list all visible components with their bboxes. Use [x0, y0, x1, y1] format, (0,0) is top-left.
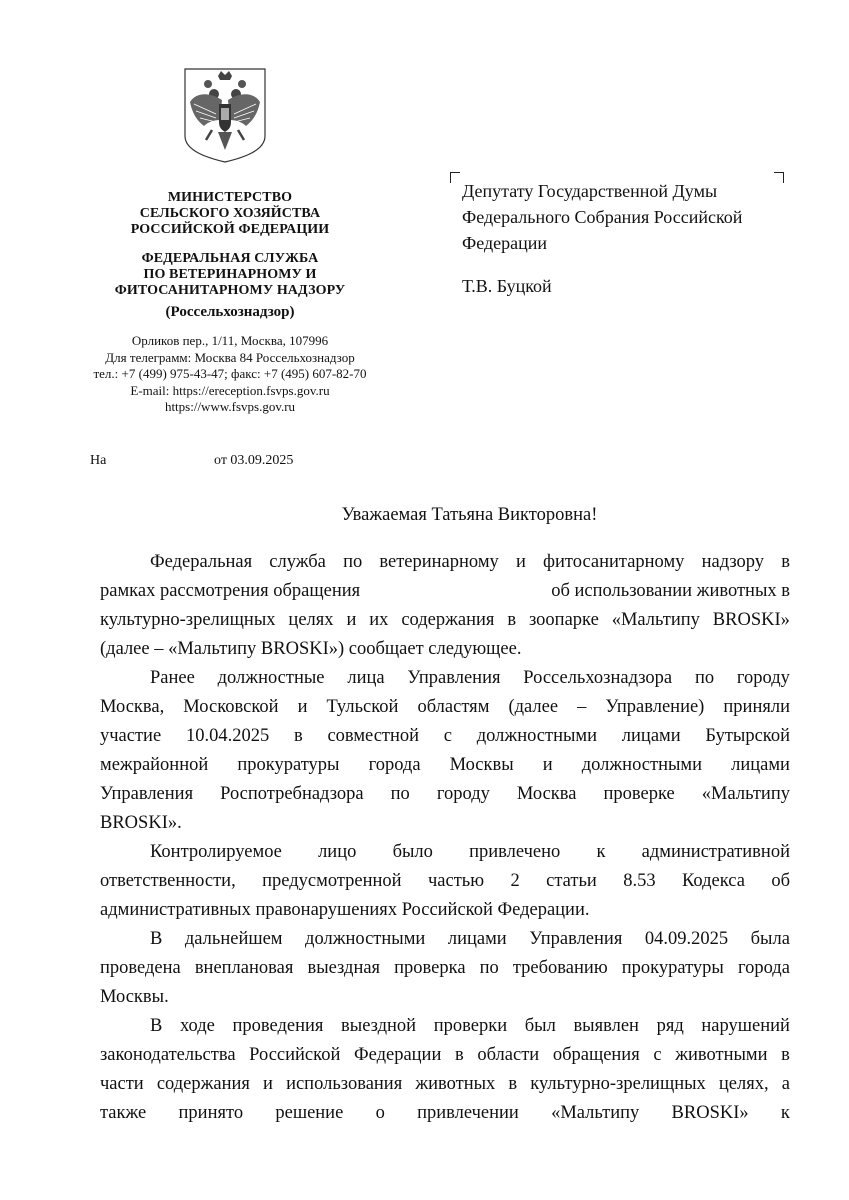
word: должностными: [476, 726, 598, 746]
word: животных: [415, 1074, 496, 1094]
body-line: [100, 635, 790, 664]
word: в: [293, 726, 303, 746]
word: прокуратуры: [621, 958, 724, 978]
word: должностными: [305, 929, 426, 949]
word: животными: [675, 1045, 768, 1065]
word: целях,: [718, 1074, 769, 1094]
word: Бутырской: [705, 726, 790, 746]
body-line: [100, 809, 790, 838]
word: областям: [417, 697, 490, 717]
word: Московской: [183, 697, 279, 717]
letter-body: [100, 548, 790, 1128]
word: города: [737, 958, 790, 978]
word: Российской: [249, 1045, 341, 1065]
word: лица: [347, 668, 385, 688]
word: Москва: [516, 784, 577, 804]
text-segment: об использовании животных в: [551, 581, 790, 601]
addressee-line: Федерации: [462, 233, 548, 253]
word: обращения: [552, 1045, 640, 1065]
body-line: [100, 577, 790, 606]
word: в: [507, 610, 517, 630]
word: предусмотренной: [262, 871, 402, 891]
body-line: [100, 1012, 790, 1041]
word: лицами: [621, 726, 681, 746]
ministry-line: МИНИСТЕРСТВО: [167, 190, 293, 205]
word: ответственности,: [100, 871, 236, 891]
word: и: [346, 610, 357, 630]
body-line: [100, 983, 790, 1012]
word: Москва,: [100, 697, 165, 717]
word: проведения: [232, 1016, 324, 1036]
body-line: [100, 925, 790, 954]
word: Ранее: [150, 668, 195, 688]
word: выездной: [341, 1016, 417, 1036]
word: требованию: [512, 958, 608, 978]
word: Федерации: [353, 1045, 442, 1065]
word-row: BROSKI».: [100, 813, 182, 833]
word: по: [694, 668, 715, 688]
word: в: [781, 1045, 790, 1065]
word: по: [390, 784, 410, 804]
word: должностными: [581, 755, 703, 775]
word: приняли: [723, 697, 790, 717]
word: городу: [436, 784, 490, 804]
word: В: [150, 1016, 163, 1036]
word: проверке: [603, 784, 675, 804]
corner-mark-left: [450, 172, 460, 183]
redacted-gap: [391, 577, 521, 606]
word: Москвы: [449, 755, 514, 775]
word: с: [443, 726, 453, 746]
word: в: [508, 1074, 518, 1094]
word: части: [100, 1074, 144, 1094]
word: города: [368, 755, 421, 775]
word: к: [780, 1103, 790, 1123]
word: зоопарке: [528, 610, 599, 630]
word: привлечено: [469, 842, 561, 862]
body-line: [100, 780, 790, 809]
word: участие: [100, 726, 162, 746]
word: 2: [510, 871, 520, 891]
phone-line: тел.: +7 (499) 975-43-47; факс: +7 (495) 607-82-70: [93, 366, 367, 381]
word: принято: [178, 1103, 244, 1123]
word: проверка: [394, 958, 466, 978]
word: был: [524, 1016, 556, 1036]
word: лицами: [731, 755, 790, 775]
text-segment: рамках рассмотрения обращения: [100, 581, 361, 601]
word: городу: [736, 668, 790, 688]
word: законодательства: [100, 1045, 236, 1065]
word: Кодекса: [681, 871, 745, 891]
body-line: [100, 867, 790, 896]
word: (далее: [508, 697, 559, 717]
word: Управления: [529, 929, 623, 949]
word: в: [454, 1045, 464, 1065]
word: Управления: [407, 668, 501, 688]
ministry-name: [80, 190, 380, 238]
body-line: [100, 722, 790, 751]
contact-block: [60, 333, 400, 416]
word: было: [392, 842, 433, 862]
body-line: [100, 751, 790, 780]
website-line: https://www.fsvps.gov.ru: [164, 399, 296, 414]
word: об: [771, 871, 790, 891]
addressee-block: [462, 178, 802, 256]
word: их: [369, 610, 389, 630]
word: ходе: [179, 1016, 215, 1036]
body-line: [100, 548, 790, 577]
body-line: [100, 693, 790, 722]
word: и: [263, 1074, 273, 1094]
word: ряд: [656, 1016, 684, 1036]
body-line: [100, 664, 790, 693]
word: BROSKI»: [712, 610, 790, 630]
ministry-line: СЕЛЬСКОГО ХОЗЯЙСТВА: [139, 206, 321, 221]
word: фитосанитарному: [543, 552, 685, 572]
word: к: [596, 842, 606, 862]
word: также: [100, 1103, 147, 1123]
salutation: Уважаемая Татьяна Викторовна!: [341, 505, 598, 525]
word: служба: [269, 552, 326, 572]
service-line: ФИТОСАНИТАРНОМУ НАДЗОРУ: [114, 283, 346, 298]
telegram-line: Для телеграмм: Москва 84 Россельхознадзор: [105, 349, 355, 365]
word-row: Москвы.: [100, 987, 169, 1007]
word: области: [477, 1045, 540, 1065]
body-line: [100, 1041, 790, 1070]
word: культурно-зрелищных: [100, 610, 276, 630]
word: Контролируемое: [150, 842, 282, 862]
service-line: ФЕДЕРАЛЬНАЯ СЛУЖБА: [141, 251, 319, 266]
body-line: [100, 838, 790, 867]
word: привлечении: [417, 1103, 519, 1123]
word: по: [343, 552, 363, 572]
word: «Мальтипу: [701, 784, 790, 804]
word: а: [781, 1074, 790, 1094]
word: содержания: [401, 610, 495, 630]
word: культурно-зрелищных: [530, 1074, 706, 1094]
word: Управления: [100, 784, 194, 804]
ministry-line: РОССИЙСКОЙ ФЕДЕРАЦИИ: [130, 222, 330, 237]
word: содержания: [156, 1074, 250, 1094]
word: 8.53: [623, 871, 656, 891]
word: решение: [275, 1103, 344, 1123]
word: BROSKI»: [671, 1103, 749, 1123]
word: целях: [288, 610, 334, 630]
service-abbreviation: (Россельхознадзор): [165, 304, 295, 320]
body-line: [100, 954, 790, 983]
word: выявлен: [573, 1016, 639, 1036]
word: 04.09.2025: [644, 929, 729, 949]
word: Роспотребнадзора: [220, 784, 364, 804]
word: межрайонной: [100, 755, 209, 775]
word: выездная: [307, 958, 381, 978]
body-line: [100, 1099, 790, 1128]
word: и: [515, 552, 526, 572]
word: совместной: [327, 726, 420, 746]
word: 10.04.2025: [185, 726, 270, 746]
word: ветеринарному: [379, 552, 499, 572]
word: о: [375, 1103, 385, 1123]
word: проверки: [433, 1016, 508, 1036]
addressee-name: Т.В. Буцкой: [462, 276, 552, 296]
word: лицами: [447, 929, 507, 949]
body-line: [100, 1070, 790, 1099]
word: нарушений: [701, 1016, 790, 1036]
word: административной: [641, 842, 790, 862]
word: должностные: [217, 668, 325, 688]
word: внеплановая: [194, 958, 294, 978]
word: «Мальтипу: [551, 1103, 640, 1123]
word: лицо: [318, 842, 357, 862]
word: в: [781, 552, 790, 572]
letter-date: от 03.09.2025: [214, 453, 294, 468]
word: частью: [427, 871, 485, 891]
body-line: [100, 896, 790, 925]
word: и: [542, 755, 553, 775]
word: статьи: [546, 871, 597, 891]
word: использования: [286, 1074, 403, 1094]
address-line: Орликов пер., 1/11, Москва, 107996: [131, 333, 329, 348]
word: была: [750, 929, 790, 949]
service-line: ПО ВЕТЕРИНАРНОМУ И: [143, 267, 317, 282]
body-line: [100, 606, 790, 635]
word: дальнейшем: [184, 929, 283, 949]
addressee-line: Депутату Государственной Думы: [462, 181, 718, 201]
word-row: (далее – «Мальтипу BROSKI») сообщает следующее.: [100, 639, 522, 659]
word: надзору: [701, 552, 765, 572]
word: Тульской: [326, 697, 399, 717]
word: «Мальтипу: [611, 610, 700, 630]
word: проведена: [100, 958, 181, 978]
word-row: административных правонарушениях Российской Федерации.: [100, 900, 590, 920]
word: В: [150, 929, 163, 949]
coat-of-arms-icon: [182, 66, 268, 164]
word: прокуратуры: [237, 755, 340, 775]
word: –: [577, 697, 587, 717]
reference-prefix: На: [90, 453, 107, 468]
word: и: [297, 697, 308, 717]
email-line: E-mail: https://ereception.fsvps.gov.ru: [130, 382, 330, 398]
service-name: [80, 251, 380, 299]
addressee-line: Федерального Собрания Российской: [462, 207, 743, 227]
word: Управление): [605, 697, 705, 717]
word: Россельхознадзора: [523, 668, 673, 688]
word: по: [479, 958, 499, 978]
word: Федеральная: [150, 552, 253, 572]
word: с: [653, 1045, 662, 1065]
